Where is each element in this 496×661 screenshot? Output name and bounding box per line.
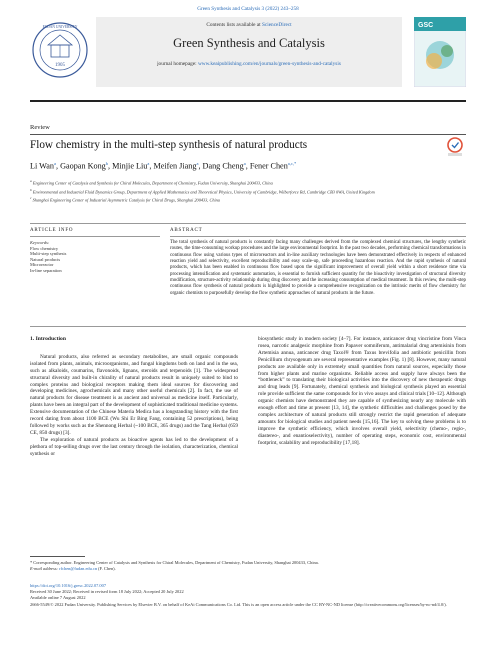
keywords-block	[30, 240, 66, 274]
abstract-heading: ABSTRACT	[170, 228, 203, 233]
info-rule-left	[30, 236, 160, 237]
received-dates: Received 30 June 2022; Received in revised form 18 July 2022; Accepted 20 July 2022	[30, 589, 184, 595]
body-paragraph: Natural products, also referred as secondary metabolites, are small organic compounds isolated from plants, animals, microorganisms, and fungal kingdoms both on land and in the sea, such as alkaloids, coumarins, flavonoids, lignans, steroids and terpenoids [1]. The widespread structural diversity and built-in chirality of natural products result in uniquely suited to bind to complex proteins and biological receptors making them ideal sources for discovering and developing medicines, agrochemicals and many other useful chemicals [2]. In fact, the use of natural products for disease treatment is as ancient and universal as medicine itself. Particularly, plants have been an integral part of the development of sophisticated traditional medicine systems. Extensive documentation of the Chinese Materia Medica has a longstanding history with the first record dating from about 1100 BCE (Wu Shi Er Bing Fang, containing 52 prescriptions), being followed by works such as the Shennong Herbal (~100 BCE, 365 drugs) and the Tang Herbal (659 CE, 850 drugs) [3].	[30, 353, 238, 436]
affiliation	[30, 178, 466, 187]
footnote-text: * Corresponding author. Engineering Center of Catalysis and Synthesis for Chiral Molecules, Department of Chemistry, Fudan University, Shanghai 200433, China.	[30, 560, 319, 565]
info-rule	[30, 223, 466, 224]
journal-title: Green Synthesis and Catalysis	[173, 36, 325, 50]
author-affiliation-mark[interactable]: a,c,*	[287, 161, 297, 166]
abstract-text: The total synthesis of natural products is constantly facing many challenges derived from the complexed chemical structures, the lengthy synthetic routes, the time-consuming workup procedures and the large environmental footprint. In the past two decades, performing chemical transformations in continuous flow using various types of microreactors and in-line auxiliary technologies have been demonstrated effectively in respects of enhanced reaction yield and selectivity, excellent reproducibility and easy scale-up, safe proceeding hazardous reaction. And the rapid synthesis of natural products, which has been enabled in continuous flow based upon the significant improvement of overall yield within a short residence time via processing intensification and systematic automation, is essential to furnish sufficient quantity for the bioactivity investigation of structural diversity modification, structure-activity relationship during drug discovery and the increasing consumption of medical treatment. In this review, the multi-step continuous flow synthesis of natural products is highlighted to provide a comprehensive recognization on the intrinsic merits of flow chemistry for organic chemists to purposefully develop the flow synthetic approaches of natural products in the future.	[170, 240, 466, 296]
keyword: Microreactor	[30, 262, 54, 268]
sciencedirect-link[interactable]: ScienceDirect	[261, 22, 292, 28]
author-name[interactable]: Gaopan Kong	[60, 161, 106, 171]
homepage-line	[96, 61, 402, 67]
body-column-left	[30, 336, 238, 458]
journal-reference[interactable]: Green Synthesis and Catalysis 3 (2022) 243–258	[197, 6, 299, 12]
keyword: Multi-step synthesis	[30, 251, 67, 257]
author-name[interactable]: Fener Chen	[249, 161, 288, 171]
contents-prefix: Contents lists available at	[206, 22, 262, 28]
email-suffix: (F. Chen).	[98, 565, 116, 571]
keyword: In-line separation	[30, 267, 62, 273]
corresponding-author-footnote	[30, 560, 466, 572]
journal-header	[30, 17, 466, 97]
keyword-list	[30, 246, 66, 274]
author-separator: ,	[55, 161, 61, 171]
author-separator: ,	[198, 161, 203, 171]
right-paragraphs	[258, 336, 466, 447]
author-name[interactable]: Dang Cheng	[202, 161, 244, 171]
homepage-prefix: journal homepage:	[157, 61, 198, 67]
affiliation	[30, 187, 466, 196]
article-title: Flow chemistry in the multi-step synthesis of natural products	[30, 139, 308, 151]
author-name[interactable]: Meifen Jiang	[153, 161, 197, 171]
left-paragraphs	[30, 354, 238, 458]
author-name[interactable]: Minjie Liu	[112, 161, 148, 171]
body-paragraph: biosynthetic study in modern society [4–7]. For instance, anticancer drug vincristine from Vinca rosea, narcotic analgesic morphine from Papaver somniferum, antimalarial drug artemisinin from Artemisia annua, anticancer drug Taxol® from Taxus brevifolia and antibiotic penicillin from Penicillium chrysogenum are several representative examples (Fig. 1) [8]. However, many natural products are available only in extremely small quantities from natural sources, especially those from higher plants and marine organisms. Reliable access and supply have always been the “bottleneck” to translating their biological activities into the discovery of new therapeutic drugs and drug leads [9]. Fortunately, chemical synthesis and biological synthesis played an essential role provide sufficient the same compounds for in vivo assays and clinical trials [10–12]. Although organic chemists have demonstrated they are capable of synthesizing nearly any molecule with enough effort and time at present [13, 14], the synthetic difficulties and challenges posed by the complex architecture of natural products still strongly restrict the rapid generation of adequate amounts for biological studies and patient needs [15,16]. The key to solving these problems is to improve the synthetic efficiency, which involves overall yield, selectivity (chemo-, regio-, diastereo-, and enantioselectivity), number of operating steps, economic cost, environmental footprint, scalability and reproducibility [17,18].	[258, 336, 466, 446]
journal-cover[interactable]	[414, 17, 466, 87]
header-rule	[30, 100, 466, 102]
affiliation	[30, 195, 466, 204]
email-label: E-mail address:	[30, 565, 59, 571]
affiliation-text: Shanghai Engineering Center of Industrial Asymmetric Catalysis for Chiral Drugs, Shanghai 200433, China	[32, 197, 220, 203]
contents-line	[96, 22, 402, 28]
author-affiliation-mark[interactable]: a	[147, 161, 150, 166]
section-label: Review	[30, 124, 50, 131]
article-footer	[30, 583, 466, 608]
author-affiliation-mark[interactable]: b	[105, 161, 109, 166]
body-paragraph: The exploration of natural products as bioactive agents has led to the development of a plethora of top-selling drugs over the last century through the isolation, characterization, chemical synthesis or	[30, 436, 238, 457]
keywords-label: Keywords:	[30, 240, 50, 245]
introduction-heading: 1. Introduction	[30, 336, 66, 342]
author-separator: ,	[149, 161, 154, 171]
email-link[interactable]: rfchen@fudan.edu.cn	[59, 565, 98, 571]
homepage-link[interactable]: www.keaipublishing.com/en/journals/green-synthesis-and-catalysis	[197, 61, 341, 67]
section-rule	[30, 134, 466, 135]
author-list	[30, 161, 296, 171]
keyword: Flow chemistry	[30, 245, 59, 251]
keyword: Natural products	[30, 256, 61, 262]
abstract-end-rule	[30, 326, 466, 327]
author-separator: ,	[108, 161, 113, 171]
author-affiliation-mark[interactable]: a	[243, 161, 246, 166]
university-logo	[30, 17, 90, 87]
check-for-updates-icon[interactable]	[444, 136, 466, 158]
author-affiliation-mark[interactable]: a	[196, 161, 199, 166]
author-separator: ,	[245, 161, 250, 171]
affiliation-text: Engineering Center of Catalysis and Synthesis for Chiral Molecules, Department of Chemistry, Fudan University, Shanghai 200433, China	[32, 180, 273, 186]
body-column-right	[258, 336, 466, 447]
affiliations	[30, 178, 466, 204]
author-name[interactable]: Li Wan	[30, 161, 54, 171]
affiliation-mark: b	[30, 187, 32, 192]
article-info-heading: ARTICLE INFO	[30, 228, 74, 233]
affiliation-mark: a	[30, 179, 32, 183]
logo-text: FUDAN UNIVERSITY	[42, 25, 78, 29]
affiliation-mark: c	[30, 196, 32, 201]
author-affiliation-mark[interactable]: a	[53, 161, 56, 166]
affiliation-text: Environmental and Industrial Fluid Dynamics Group, Department of Applied Mathematics and Theoretical Physics, University of Cambridge, Wilberforce Rd, Cambridge CB3 0WA, United Kingdom	[32, 188, 375, 194]
footnote-rule	[30, 556, 85, 557]
license-text: 2666-5549/© 2022 Fudan University. Publishing Services by Elsevier B.V. on behalf of KeAi Communications Co. Ltd. This is an open access article under the CC BY-NC-ND license (http://creativecommons.org/licenses/by-nc-nd/4.0/).	[30, 601, 447, 607]
doi-link[interactable]: https://doi.org/10.1016/j.gresc.2022.07.007	[30, 583, 107, 588]
cover-text: GSC	[418, 22, 434, 29]
info-rule-right	[170, 236, 466, 237]
logo-year: 1905	[55, 63, 65, 68]
journal-banner	[96, 17, 402, 87]
available-online: Available online 7 August 2022	[30, 595, 86, 601]
